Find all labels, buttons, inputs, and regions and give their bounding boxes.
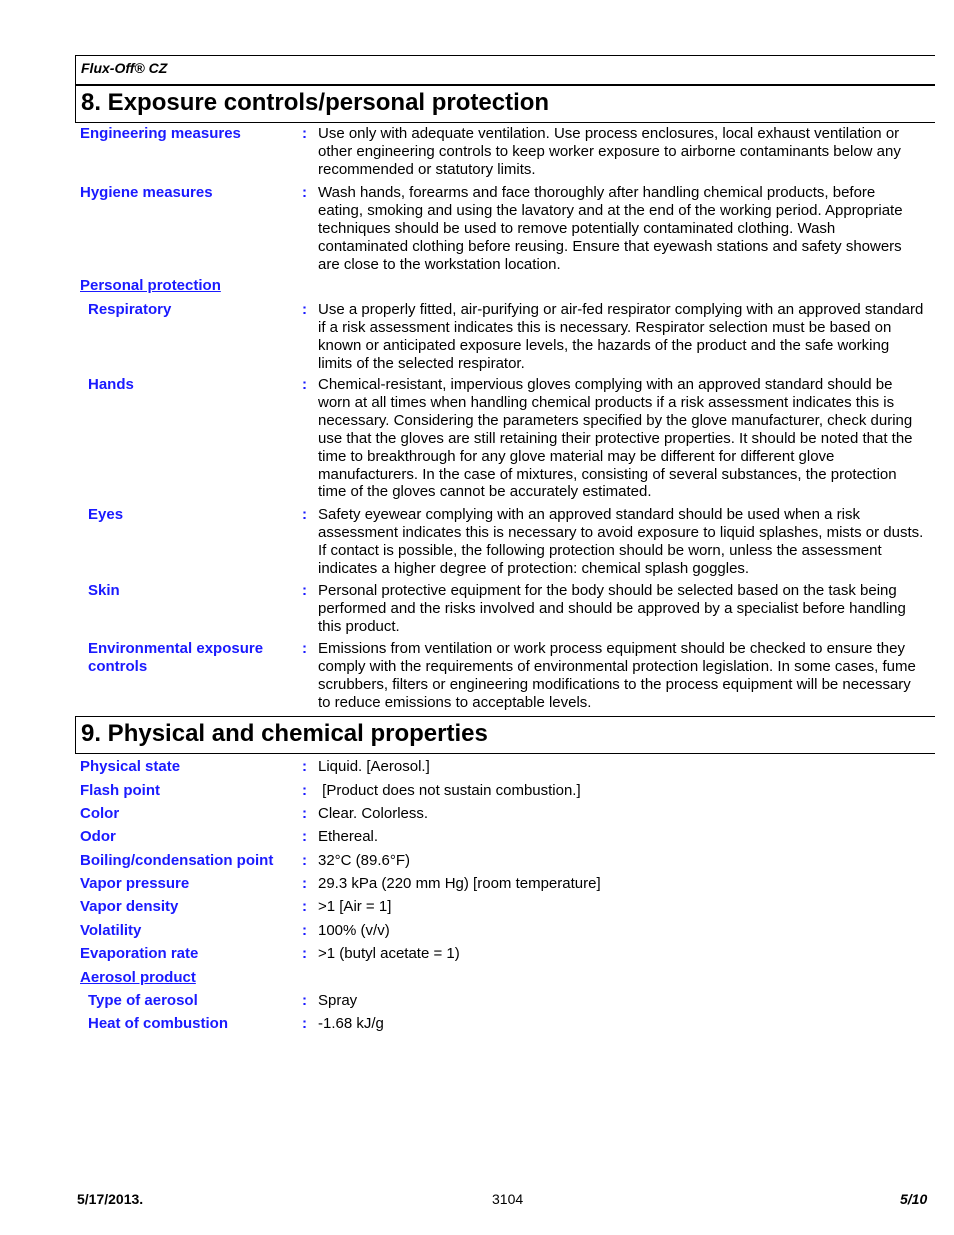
- type-of-aerosol-value: Spray: [318, 992, 358, 1009]
- colon: :: [302, 852, 307, 869]
- aerosol-product-link[interactable]: Aerosol product: [80, 969, 196, 986]
- odor-value: Ethereal.: [318, 828, 379, 845]
- colon: :: [302, 992, 307, 1009]
- evaporation-rate-label: Evaporation rate: [80, 945, 199, 962]
- colon: :: [302, 125, 307, 142]
- engineering-measures-value: Use only with adequate ventilation. Use process enclosures, local exhaust ventilation or other engineering controls to keep worker exposure to airborne contaminants below any recommended or statutory limits.: [318, 125, 901, 178]
- heat-of-combustion-value: -1.68 kJ/g: [318, 1015, 384, 1032]
- odor-label: Odor: [80, 828, 116, 845]
- colon: :: [302, 922, 307, 939]
- flash-point-value: [Product does not sustain combustion.]: [318, 782, 581, 799]
- footer-date: 5/17/2013.: [77, 1191, 144, 1207]
- heat-of-combustion-label: Heat of combustion: [88, 1015, 229, 1032]
- physical-state-value: Liquid. [Aerosol.]: [318, 758, 430, 775]
- vapor-density-value: >1 [Air = 1]: [318, 898, 392, 915]
- eyes-label: Eyes: [88, 506, 124, 523]
- volatility-value: 100% (v/v): [318, 922, 390, 939]
- personal-protection-link[interactable]: Personal protection: [80, 277, 221, 294]
- color-value: Clear. Colorless.: [318, 805, 429, 822]
- colon: :: [302, 875, 307, 892]
- color-label: Color: [80, 805, 120, 822]
- colon: :: [302, 582, 307, 599]
- engineering-measures-label: Engineering measures: [80, 125, 241, 142]
- environmental-controls-label: Environmental exposure controls: [88, 640, 264, 675]
- respiratory-label: Respiratory: [88, 301, 172, 318]
- vapor-density-label: Vapor density: [80, 898, 179, 915]
- skin-value: Personal protective equipment for the body should be selected based on the task being performed and the risks involved and should be approved by a specialist before handling this product.: [318, 582, 906, 635]
- type-of-aerosol-label: Type of aerosol: [88, 992, 198, 1009]
- product-name-bar: [75, 55, 935, 85]
- colon: :: [302, 898, 307, 915]
- physical-state-label: Physical state: [80, 758, 181, 775]
- colon: :: [302, 1015, 307, 1032]
- volatility-label: Volatility: [80, 922, 142, 939]
- footer-code: 3104: [492, 1191, 524, 1207]
- hygiene-measures-value: Wash hands, forearms and face thoroughly after handling chemical products, before eating, smoking and using the lavatory and at the end of the working period. Appropriate techniques should be used to remove potentially contaminated clothing. Wash contaminated clothing before reusing. Ensure that eyewash stations and safety showers are close to the workstation location.: [318, 184, 903, 273]
- section-9-heading: [75, 716, 935, 754]
- colon: :: [302, 828, 307, 845]
- product-name: Flux-Off® CZ: [81, 60, 168, 76]
- flash-point-label: Flash point: [80, 782, 160, 799]
- colon: :: [302, 301, 307, 318]
- footer-page-number: 5/10: [900, 1191, 928, 1207]
- section-8-title: 8. Exposure controls/personal protection: [81, 89, 550, 116]
- colon: :: [302, 506, 307, 523]
- boiling-point-value: 32°C (89.6°F): [318, 852, 411, 869]
- section-8-heading: [75, 85, 935, 123]
- hands-value: Chemical-resistant, impervious gloves complying with an approved standard should be worn at all times when handling chemical products if a risk assessment indicates this is necessary. Considering the parameters specified by the glove manufacturer, check during use that the gloves are still retaining their protective properties. It should be noted that the time to breakthrough for any glove material may be different for different glove manufacturers. In the case of mixtures, consisting of several substances, the protection time of the gloves cannot be accurately estimated.: [318, 376, 913, 501]
- vapor-pressure-value: 29.3 kPa (220 mm Hg) [room temperature]: [318, 875, 601, 892]
- colon: :: [302, 782, 307, 799]
- hands-label: Hands: [88, 376, 134, 393]
- colon: :: [302, 758, 307, 775]
- section-9-title: 9. Physical and chemical properties: [81, 720, 488, 747]
- colon: :: [302, 376, 307, 393]
- colon: :: [302, 805, 307, 822]
- evaporation-rate-value: >1 (butyl acetate = 1): [318, 945, 460, 962]
- skin-label: Skin: [88, 582, 120, 599]
- eyes-value: Safety eyewear complying with an approved standard should be used when a risk assessment indicates this is necessary to avoid exposure to liquid splashes, mists or dusts. If contact is possible, the following protection should be worn, unless the assessment indicates a higher degree of protection: chemical splash goggles.: [318, 506, 924, 577]
- hygiene-measures-label: Hygiene measures: [80, 184, 213, 201]
- colon: :: [302, 640, 307, 657]
- environmental-controls-value: Emissions from ventilation or work process equipment should be checked to ensure they comply with the requirements of environmental protection legislation. In some cases, fume scrubbers, filters or engineering modifications to the process equipment will be necessary to reduce emissions to acceptable levels.: [318, 640, 916, 711]
- colon: :: [302, 945, 307, 962]
- vapor-pressure-label: Vapor pressure: [80, 875, 190, 892]
- boiling-point-label: Boiling/condensation point: [80, 852, 274, 869]
- respiratory-value: Use a properly fitted, air-purifying or air-fed respirator complying with an approved standard if a risk assessment indicates this is necessary. Respirator selection must be based on known or anticipated exposure levels, the hazards of the product and the safe working limits of the selected respirator.: [318, 301, 924, 372]
- colon: :: [302, 184, 307, 201]
